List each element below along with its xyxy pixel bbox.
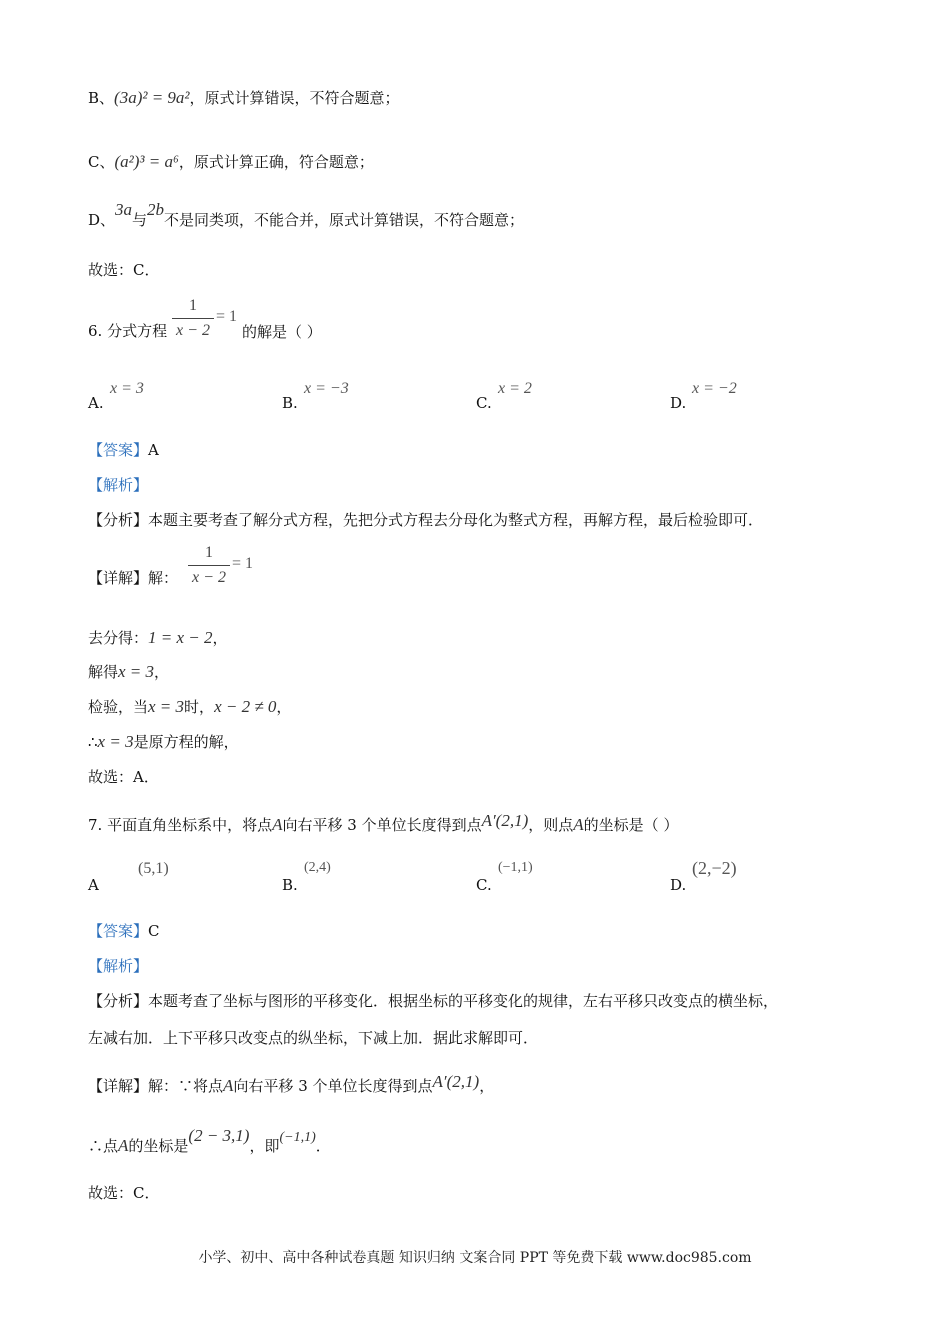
q7-fenxi-line2: 左减右加．上下平移只改变点的纵坐标，下减上加．据此求解即可． bbox=[88, 1029, 539, 1047]
q7-option-d-value: (2,−2) bbox=[692, 858, 737, 878]
q6-option-c-label: C. bbox=[476, 394, 492, 412]
q6-stem-rhs: = 1 bbox=[216, 308, 238, 325]
page-footer: 小学、初中、高中各种试卷真题 知识归纳 文案合同 PPT 等免费下载 www.doc985.com bbox=[198, 1250, 752, 1266]
q7-option-a-value: (5,1) bbox=[138, 860, 169, 877]
q7-option-a-label: A bbox=[88, 876, 99, 894]
q5-c-math: (a²)³ = a⁶ bbox=[114, 152, 179, 171]
q7-option-c-label: C. bbox=[476, 876, 492, 894]
q6-conclusion: 故选：A． bbox=[88, 768, 159, 786]
q5-option-d-line: D、3a与2b不是同类项，不能合并，原式计算错误，不符合题意； bbox=[88, 200, 525, 229]
q5-d-math1: 3a bbox=[115, 200, 133, 219]
q7-conclusion: 故选：C． bbox=[88, 1184, 160, 1202]
q7-fenxi-line1: 【分析】本题考查了坐标与图形的平移变化．根据坐标的平移变化的规律，左右平移只改变点的横坐标， bbox=[88, 992, 779, 1010]
q5-b-math: (3a)² = 9a² bbox=[114, 88, 190, 107]
q7-option-d-label: D. bbox=[670, 876, 687, 894]
q6-option-d-label: D. bbox=[670, 394, 687, 412]
q6-answer: 【答案】A bbox=[88, 441, 159, 459]
q5-option-c-line: C、(a²)³ = a⁶，原式计算正确，符合题意； bbox=[88, 152, 374, 171]
q6-jiexi-tag: 【解析】 bbox=[88, 476, 149, 494]
q5-d-math2: 2b bbox=[147, 200, 165, 219]
q5-option-b-line: B、(3a)² = 9a²，原式计算错误，不符合题意； bbox=[88, 88, 400, 107]
q7-jiexi-tag: 【解析】 bbox=[88, 957, 149, 975]
q7-stem: 7. 平面直角坐标系中，将点A向右平移 3 个单位长度得到点A′(2,1)，则点A的坐标是（ ） bbox=[88, 811, 679, 834]
q6-xiangjie: 【详解】解： bbox=[88, 569, 179, 587]
q7-step: ∴点A的坐标是(2 − 3,1)，即(−1,1)． bbox=[88, 1126, 331, 1155]
q7-option-b-value: (2,4) bbox=[304, 860, 331, 875]
q7-option-b-label: B. bbox=[282, 876, 298, 894]
q6-option-c-value: x = 2 bbox=[498, 380, 532, 397]
q7-answer: 【答案】C bbox=[88, 922, 160, 940]
q6-fenxi: 【分析】本题主要考查了解分式方程，先把分式方程去分母化为整式方程，再解方程，最后检验即可． bbox=[88, 511, 764, 529]
q5-conclusion: 故选：C． bbox=[88, 261, 160, 279]
q6-option-b-label: B. bbox=[282, 394, 298, 412]
q6-option-a-value: x = 3 bbox=[110, 380, 144, 397]
q6-stem-pre: 6. 分式方程 bbox=[88, 322, 168, 340]
q7-xiangjie: 【详解】解：∵将点A向右平移 3 个单位长度得到点A′(2,1)， bbox=[88, 1072, 495, 1095]
q6-stem-post: 的解是（ ） bbox=[242, 323, 322, 341]
q6-option-a-label: A. bbox=[88, 394, 104, 412]
q6-xiangjie-rhs: = 1 bbox=[232, 555, 254, 572]
q6-option-d-value: x = −2 bbox=[692, 380, 737, 397]
q6-step3: 检验，当x = 3时，x − 2 ≠ 0， bbox=[88, 697, 292, 716]
q6-step2: 解得x = 3， bbox=[88, 662, 170, 681]
q7-option-c-value: (−1,1) bbox=[498, 860, 533, 875]
q6-step4: ∴x = 3是原方程的解， bbox=[88, 732, 239, 751]
q6-step1: 去分得：1 = x − 2， bbox=[88, 628, 228, 647]
q6-xiangjie-fraction: 1 x − 2 bbox=[188, 543, 230, 588]
q6-stem-fraction: 1 x − 2 bbox=[172, 296, 214, 341]
q6-option-b-value: x = −3 bbox=[304, 380, 349, 397]
